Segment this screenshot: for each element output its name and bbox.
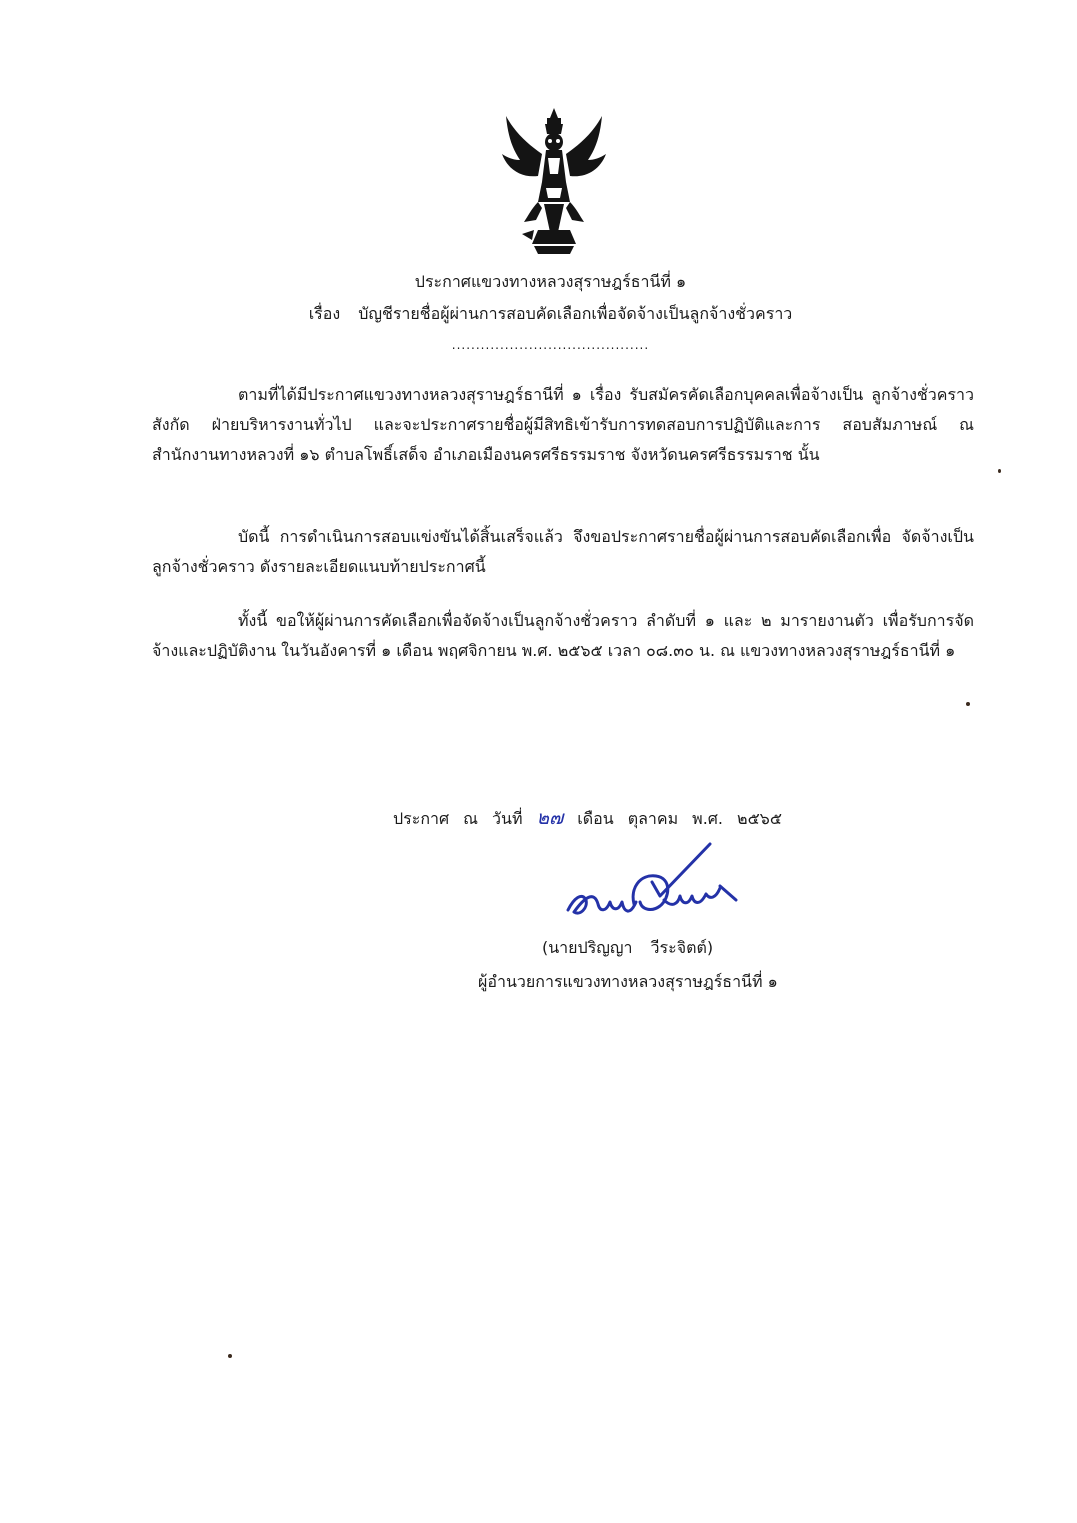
year-value: ๒๕๖๕ [737,809,782,828]
scan-speck [966,702,970,706]
signatory-position: ผู้อำนวยการแขวงทางหลวงสุราษฎร์ธานีที่ ๑ [478,972,778,991]
paragraph-1 [152,380,974,470]
signatory-surname: วีระจิตต์) [650,938,714,957]
announcement-date [393,803,796,833]
handwritten-signature [560,838,750,928]
signatory-name [542,936,713,961]
day-label: วันที่ [492,809,523,828]
paragraph-3-text: ทั้งนี้ ขอให้ผู้ผ่านการคัดเลือกเพื่อจัดจ้างเป็นลูกจ้างชั่วคราว ลำดับที่ ๑ และ ๒ มารายงานตัว เพื่อรับการจัดจ้างและปฏิบัติงาน ในวันอังคารที่ ๑ เดือน พฤศจิกายน พ.ศ. ๒๕๖๕ เวลา ๐๘.๓๐ น. ณ แขวงทางหลวงสุราษฎร์ธานีที่ ๑ [152,611,974,660]
paragraph-3 [152,606,974,666]
announced-label: ประกาศ [393,809,450,828]
paragraph-2 [152,522,974,582]
title-separator: ......................................... [451,338,650,352]
subject-text: บัญชีรายชื่อผู้ผ่านการสอบคัดเลือกเพื่อจัดจ้างเป็นลูกจ้างชั่วคราว [358,304,793,323]
scan-speck [228,1354,232,1358]
paragraph-1-text: ตามที่ได้มีประกาศแขวงทางหลวงสุราษฎร์ธานีที่ ๑ เรื่อง รับสมัครคัดเลือกบุคคลเพื่อจ้างเป็น ลูกจ้างชั่วคราว สังกัด ฝ่ายบริหารงานทั่วไป และจะประกาศรายชื่อผู้มีสิทธิเข้ารับการทดสอบการปฏิบัติและการ สอบสัมภาษณ์ ณ สำนักงานทางหลวงที่ ๑๖ ตำบลโพธิ์เสด็จ อำเภอเมืองนครศรีธรรมราช จังหวัดนครศรีธรรมราช นั้น [152,385,974,464]
month-value: ตุลาคม [627,809,679,828]
garuda-emblem [498,104,610,256]
signatory-first-name: (นายปริญญา [542,938,633,957]
month-label: เดือน [577,809,614,828]
at-label: ณ [463,809,479,828]
announcement-title: ประกาศแขวงทางหลวงสุราษฎร์ธานีที่ ๑ [414,272,687,291]
scan-speck [998,469,1001,473]
announcement-subject [12,302,1077,327]
year-label: พ.ศ. [692,809,724,828]
paragraph-2-text: บัดนี้ การดำเนินการสอบแข่งขันได้สิ้นเสร็จแล้ว จึงขอประกาศรายชื่อผู้ผ่านการสอบคัดเลือกเพื่อ จัดจ้างเป็นลูกจ้างชั่วคราว ดังรายละเอียดแนบท้ายประกาศนี้ [152,527,974,576]
subject-label: เรื่อง [308,304,341,323]
handwritten-day: ๒๗ [536,807,564,829]
